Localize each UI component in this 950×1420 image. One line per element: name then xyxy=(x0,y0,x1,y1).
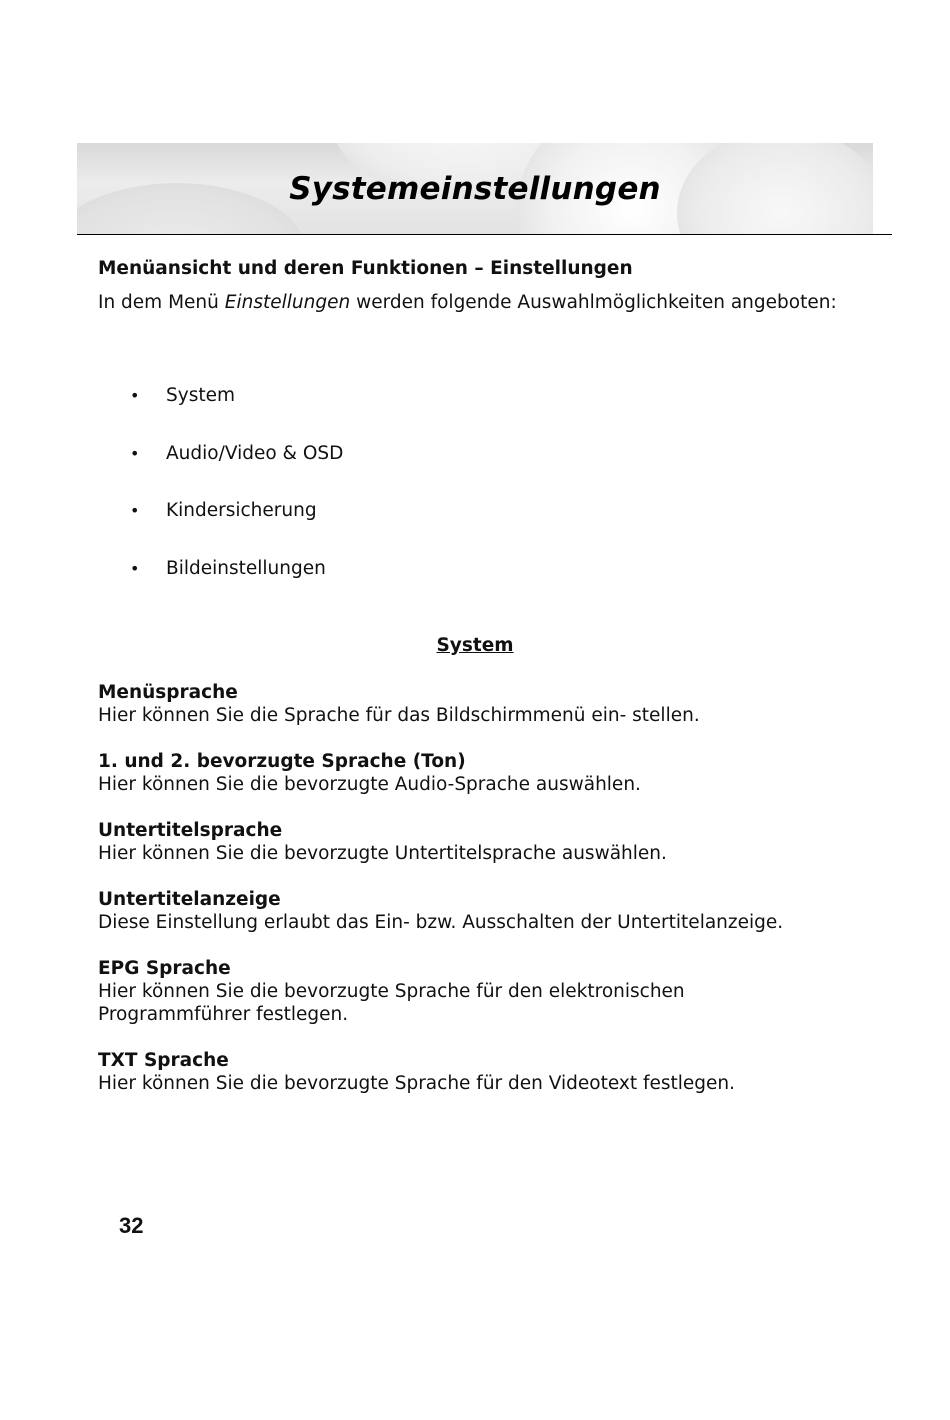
section-title: System xyxy=(436,635,514,656)
list-item xyxy=(130,499,343,557)
options-list xyxy=(130,384,343,614)
intro-text-part: In dem Menü xyxy=(98,292,225,313)
setting-heading: TXT Sprache xyxy=(98,1050,229,1071)
setting-heading: Untertitelsprache xyxy=(98,820,283,841)
intro-text-emphasis: Einstellungen xyxy=(224,292,351,313)
list-item xyxy=(130,384,343,442)
header-banner xyxy=(77,143,873,234)
bullet-icon: • xyxy=(130,501,140,520)
list-item xyxy=(130,442,343,500)
setting-entry xyxy=(98,819,898,865)
setting-heading: Untertitelanzeige xyxy=(98,889,281,910)
setting-entry xyxy=(98,888,898,934)
bullet-icon: • xyxy=(130,443,140,463)
header-rule xyxy=(77,234,892,235)
setting-description: Hier können Sie die bevorzugte Sprache für den Videotext festlegen. xyxy=(98,1073,736,1094)
bullet-icon: • xyxy=(130,386,140,405)
intro-text xyxy=(98,291,878,314)
setting-heading: Menüsprache xyxy=(98,682,238,703)
list-item-label: Kindersicherung xyxy=(166,500,317,521)
intro-section xyxy=(98,257,878,314)
page-number: 32 xyxy=(119,1213,144,1238)
setting-description: Hier können Sie die bevorzugte Audio-Sprache auswählen. xyxy=(98,774,641,795)
list-item-label: Bildeinstellungen xyxy=(166,557,326,579)
setting-description: Diese Einstellung erlaubt das Ein- bzw. Ausschalten der Untertitelanzeige. xyxy=(98,912,784,933)
setting-description: Hier können Sie die bevorzugte Sprache für den elektronischen Programmführer festlegen. xyxy=(98,981,685,1025)
setting-entry xyxy=(98,957,738,1026)
setting-entry xyxy=(98,1049,898,1095)
list-item-label: System xyxy=(166,385,235,406)
page-title: Systemeinstellungen xyxy=(289,171,661,207)
settings-entries xyxy=(98,681,898,1118)
setting-heading: EPG Sprache xyxy=(98,958,231,979)
setting-heading: 1. und 2. bevorzugte Sprache (Ton) xyxy=(98,751,466,772)
setting-entry xyxy=(98,681,898,727)
list-item xyxy=(130,557,343,615)
list-item-label: Audio/Video & OSD xyxy=(166,442,344,464)
intro-heading: Menüansicht und deren Funktionen – Einstellungen xyxy=(98,258,633,279)
setting-description: Hier können Sie die bevorzugte Untertitelsprache auswählen. xyxy=(98,843,667,864)
bullet-icon: • xyxy=(130,558,140,578)
setting-entry xyxy=(98,750,898,796)
setting-description: Hier können Sie die Sprache für das Bildschirmmenü ein- stellen. xyxy=(98,705,700,726)
intro-text-part: werden folgende Auswahlmöglichkeiten angeboten: xyxy=(350,292,837,313)
